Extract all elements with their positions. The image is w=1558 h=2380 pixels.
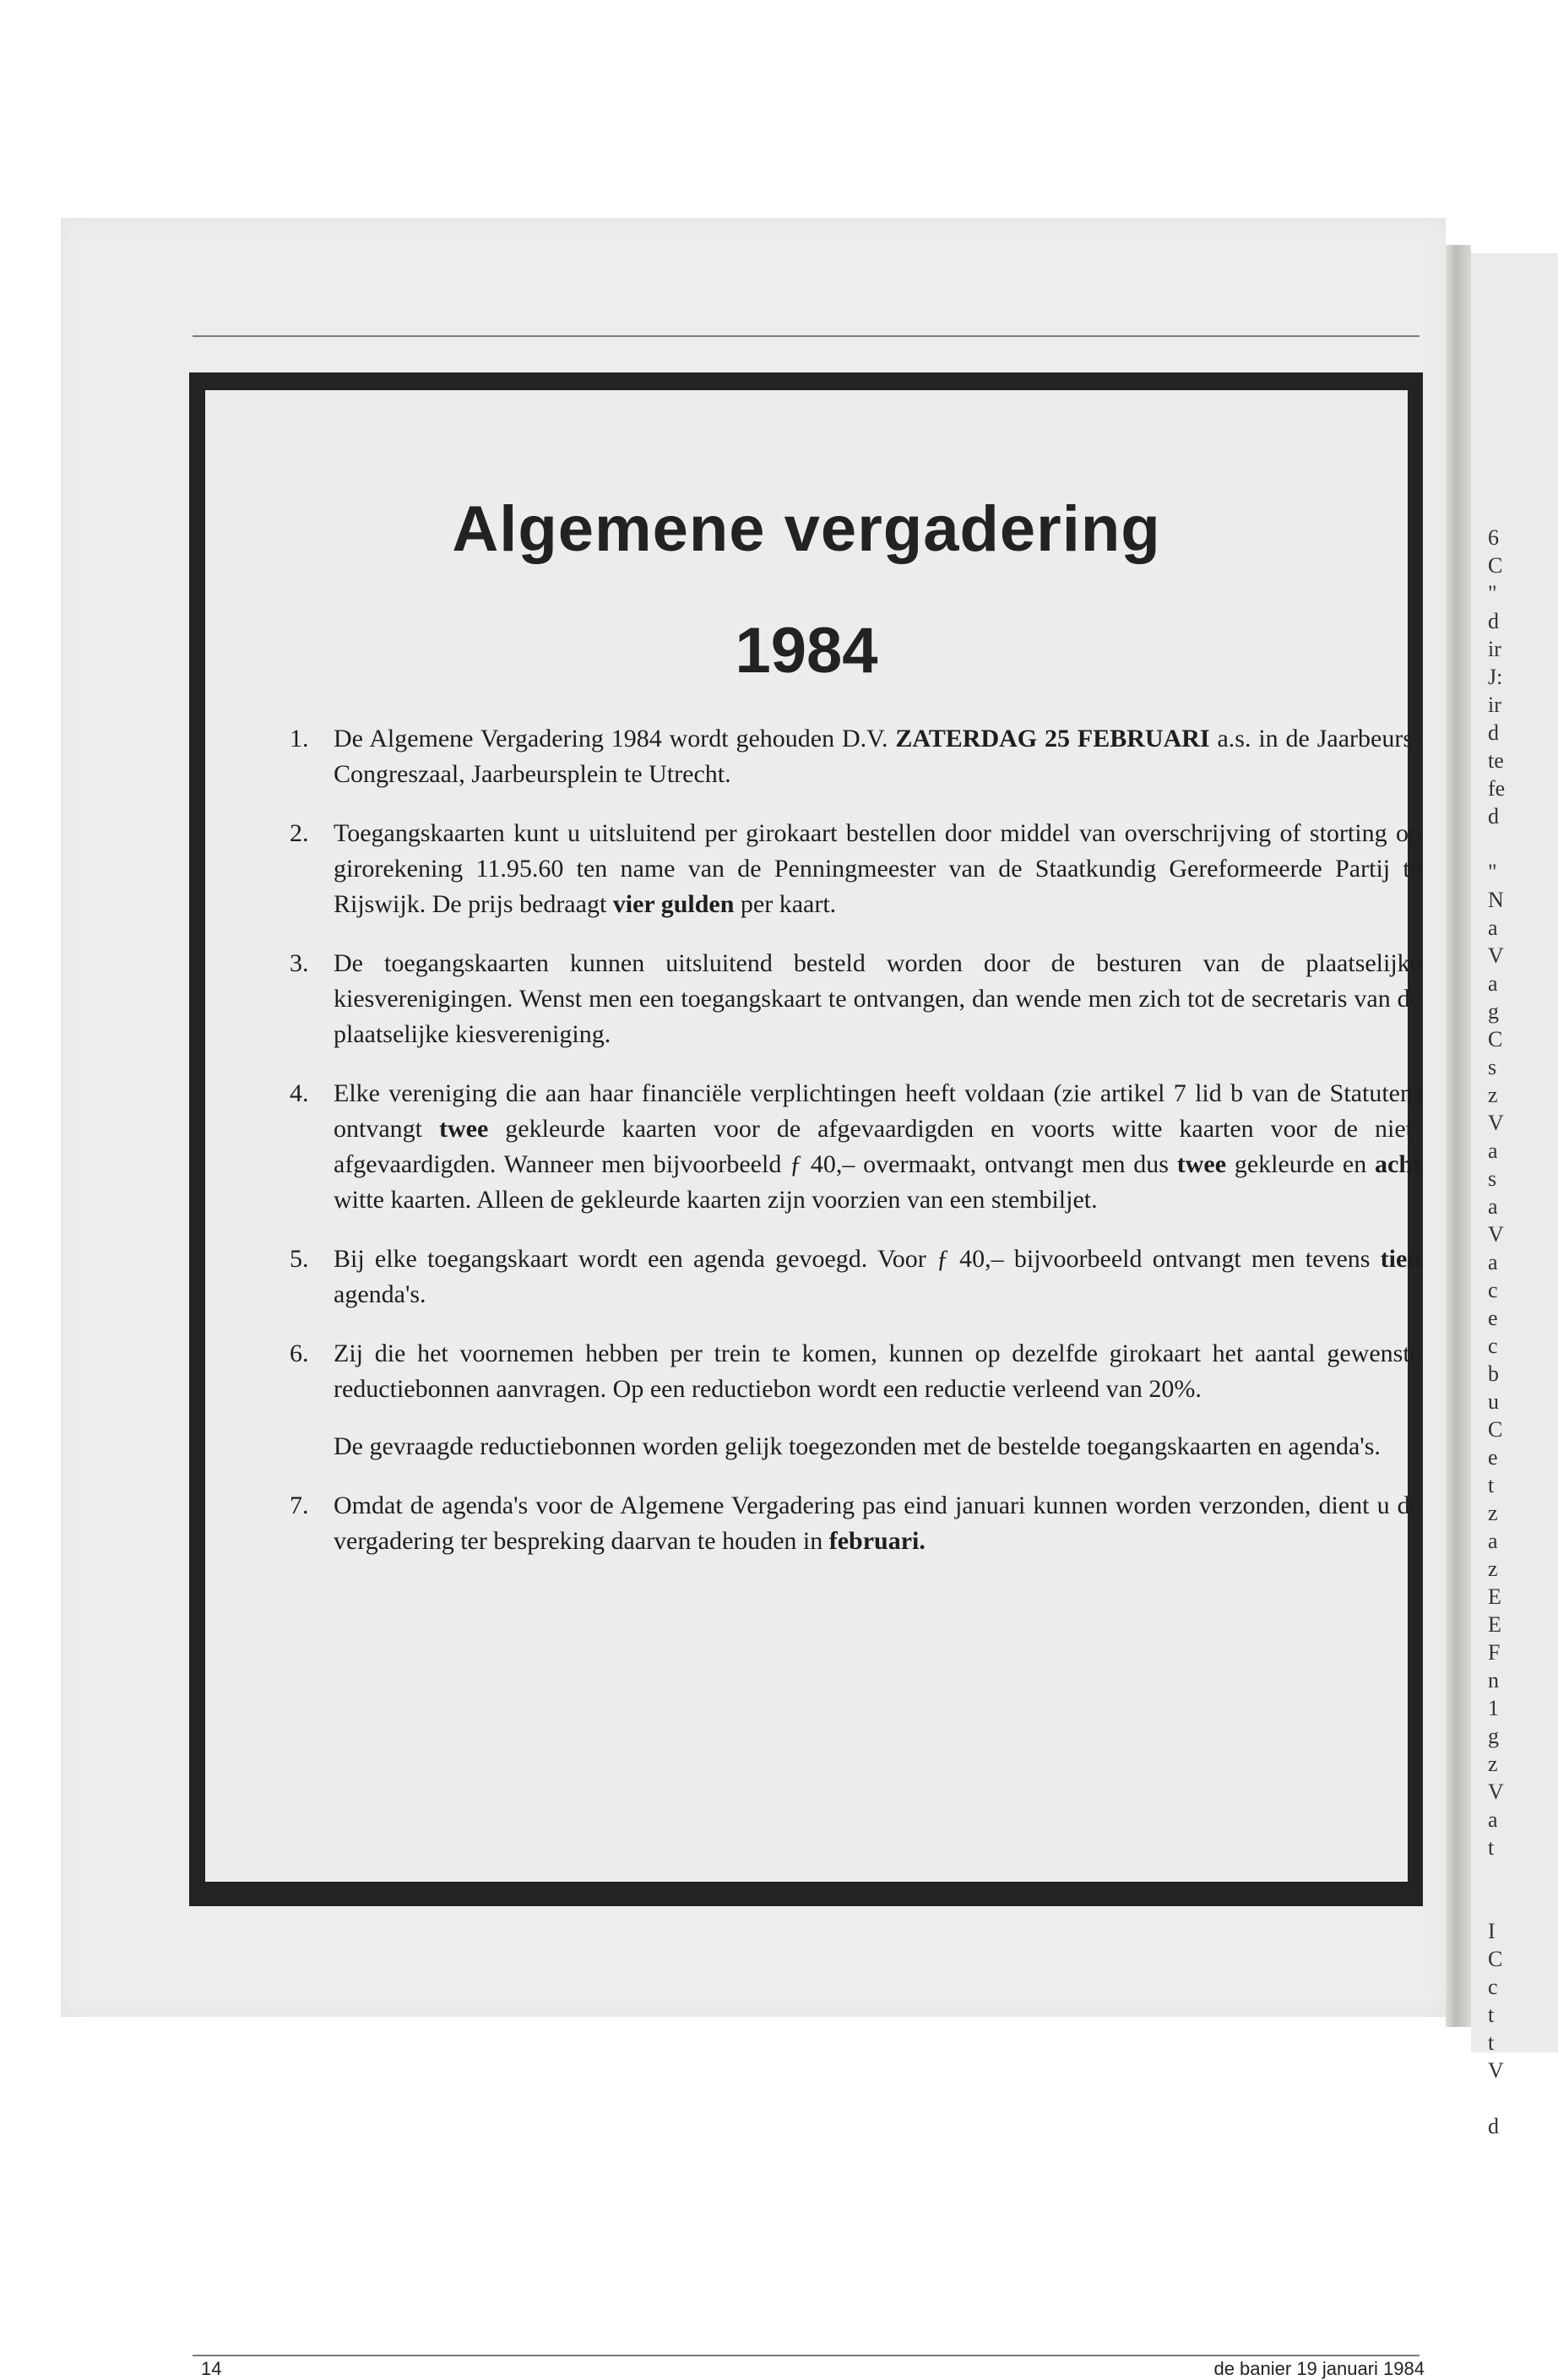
announcement-box — [189, 372, 1423, 1906]
edge-fragment: z — [1488, 1557, 1498, 1581]
announcement-items — [290, 721, 1421, 1583]
text-run: witte kaarten. Alleen de gekleurde kaarten zijn voorzien van een stembiljet. — [334, 1186, 1098, 1214]
text-run: gekleurde kaarten voor de afgevaardigden en voorts witte kaarten voor de niet-afgevaardigden. Wanneer men bijvoorbeeld ƒ 40,– overmaakt, ontvangt men dus — [334, 1115, 1421, 1178]
announcement-item — [290, 1242, 1421, 1312]
announcement-title: Algemene vergadering — [452, 493, 1161, 565]
item-number: 3. — [290, 949, 309, 977]
item-text — [334, 816, 1421, 922]
emphasized-text: acht — [1375, 1150, 1421, 1178]
text-run: gekleurde en — [1226, 1150, 1375, 1178]
emphasized-text: vier gulden — [612, 890, 735, 918]
edge-fragment: s — [1488, 1166, 1497, 1191]
edge-fragment — [1488, 2084, 1539, 2112]
edge-fragment: z — [1488, 1501, 1498, 1525]
edge-fragment: a — [1488, 1138, 1498, 1163]
item-number: 2. — [290, 819, 309, 847]
item-text — [334, 1242, 1421, 1312]
announcement-year: 1984 — [735, 615, 878, 687]
bottom-rule — [193, 2355, 1420, 2356]
edge-fragment: C — [1488, 1947, 1503, 1971]
text-run: Omdat de agenda's voor de Algemene Vergadering pas eind januari kunnen worden verzonden, dient u de vergadering ter bespreking daarvan te houden in — [334, 1492, 1421, 1555]
edge-fragment: V — [1488, 943, 1504, 968]
edge-fragment: I — [1488, 1919, 1496, 1943]
announcement-item — [290, 1076, 1421, 1218]
text-run: Zij die het voornemen hebben per trein te komen, kunnen op dezelfde girokaart het aantal gewenste reductiebonnen aanvragen. Op een reductiebon wordt een reductie verleend van 20%. — [334, 1339, 1421, 1403]
announcement-item — [290, 1336, 1421, 1464]
edge-fragment: J: — [1488, 665, 1503, 689]
edge-fragment: d — [1488, 720, 1499, 745]
emphasized-text: tien — [1380, 1245, 1421, 1273]
top-rule — [193, 335, 1420, 337]
announcement-item — [290, 816, 1421, 922]
edge-fragment — [1488, 1889, 1539, 1917]
edge-fragment: a — [1488, 916, 1498, 940]
edge-fragment: C — [1488, 553, 1503, 578]
item-text — [334, 1336, 1421, 1407]
text-run: a.s. in de Jaarbeurs-Congreszaal, Jaarbeursplein te Utrecht. — [334, 725, 1421, 788]
edge-fragment: a — [1488, 1194, 1498, 1219]
edge-fragment: N — [1488, 888, 1504, 912]
text-run: De Algemene Vergadering 1984 wordt gehouden D.V. — [334, 725, 896, 753]
edge-fragment: s — [1488, 1055, 1497, 1079]
edge-fragment: a — [1488, 1529, 1498, 1553]
edge-fragment — [1488, 830, 1539, 858]
announcement-item — [290, 1488, 1421, 1559]
emphasized-text: twee — [439, 1115, 489, 1143]
item-number: 7. — [290, 1492, 309, 1519]
edge-fragment: C — [1488, 1027, 1503, 1051]
item-text — [334, 1076, 1421, 1218]
edge-fragment: a — [1488, 1807, 1498, 1832]
edge-fragment: F — [1488, 1640, 1501, 1665]
edge-fragment: a — [1488, 1250, 1498, 1274]
text-run: Toegangskaarten kunt u uitsluitend per girokaart bestellen door middel van overschrijving of storting op girorekening 11.95.60 ten name van de Penningmeester van de Staatkundig Gereformeerde Partij te Rijswijk. De prijs bedraagt — [334, 819, 1421, 918]
edge-fragment: c — [1488, 1334, 1498, 1358]
edge-fragment: ir — [1488, 693, 1501, 717]
item-note: De gevraagde reductiebonnen worden gelijk toegezonden met de bestelde toegangskaarten en agenda's. — [334, 1432, 1381, 1460]
edge-fragment: " — [1488, 581, 1497, 606]
edge-fragment: V — [1488, 2058, 1504, 2083]
edge-fragment: t — [1488, 1473, 1495, 1497]
text-run: Bij elke toegangskaart wordt een agenda gevoegd. Voor ƒ 40,– bijvoorbeeld ontvangt men tevens — [334, 1245, 1381, 1273]
edge-fragment: fe — [1488, 776, 1506, 801]
adjacent-page-edge — [1471, 253, 1558, 2138]
edge-fragment: e — [1488, 1445, 1498, 1470]
edge-fragment: d — [1488, 2114, 1499, 2138]
publication-line: de banier 19 januari 1984 — [1213, 2358, 1425, 2379]
page-spine — [1446, 245, 1471, 2027]
edge-fragment: C — [1488, 1417, 1503, 1442]
item-text — [334, 721, 1421, 792]
edge-fragment: u — [1488, 1389, 1499, 1414]
edge-fragment: e — [1488, 1306, 1498, 1330]
edge-fragment: c — [1488, 1278, 1498, 1302]
edge-fragment: V — [1488, 1111, 1504, 1135]
text-run: per kaart. — [734, 890, 837, 918]
edge-fragment: g — [1488, 1724, 1499, 1748]
edge-fragment: g — [1488, 999, 1499, 1024]
edge-fragment: V — [1488, 1222, 1504, 1247]
item-text — [334, 1488, 1421, 1559]
announcement-item — [290, 721, 1421, 792]
edge-fragment: d — [1488, 804, 1499, 829]
emphasized-text: ZATERDAG 25 FEBRUARI — [895, 725, 1210, 753]
edge-fragment: 6 — [1488, 525, 1499, 550]
edge-fragment: V — [1488, 1780, 1504, 1804]
item-number: 1. — [290, 725, 309, 753]
edge-fragment: t — [1488, 2002, 1495, 2027]
edge-fragment: c — [1488, 1975, 1498, 1999]
item-number: 5. — [290, 1245, 309, 1273]
edge-fragment: E — [1488, 1612, 1501, 1637]
text-run: Elke vereniging die aan haar financiële verplichtingen heeft voldaan (zie artikel 7 lid b van de Statuten) ontvangt — [334, 1079, 1421, 1143]
edge-fragment: E — [1488, 1584, 1501, 1609]
edge-fragment: ir — [1488, 637, 1501, 661]
announcement-item — [290, 946, 1421, 1052]
edge-fragment: d — [1488, 609, 1499, 633]
edge-fragment: t — [1488, 2030, 1495, 2055]
edge-fragment: b — [1488, 1361, 1499, 1386]
item-text — [334, 946, 1421, 1052]
item-number: 4. — [290, 1079, 309, 1107]
page-number: 14 — [201, 2358, 222, 2379]
emphasized-text: februari. — [828, 1527, 926, 1555]
edge-fragment: z — [1488, 1083, 1498, 1107]
edge-fragment: a — [1488, 971, 1498, 996]
item-number: 6. — [290, 1339, 309, 1367]
adjacent-page-text-fragments — [1488, 524, 1539, 2140]
edge-fragment: z — [1488, 1752, 1498, 1776]
edge-fragment: 1 — [1488, 1696, 1499, 1720]
text-run: agenda's. — [334, 1280, 426, 1308]
edge-fragment: te — [1488, 748, 1504, 773]
edge-fragment — [1488, 1861, 1539, 1889]
text-run: De toegangskaarten kunnen uitsluitend besteld worden door de besturen van de plaatselijke kiesverenigingen. Wenst men een toegangskaart te ontvangen, dan wende men zich tot de secretaris van de plaatselijke kiesvereniging. — [334, 949, 1421, 1048]
edge-fragment: " — [1488, 860, 1497, 884]
edge-fragment: n — [1488, 1668, 1499, 1693]
edge-fragment: t — [1488, 1835, 1495, 1860]
emphasized-text: twee — [1176, 1150, 1227, 1178]
